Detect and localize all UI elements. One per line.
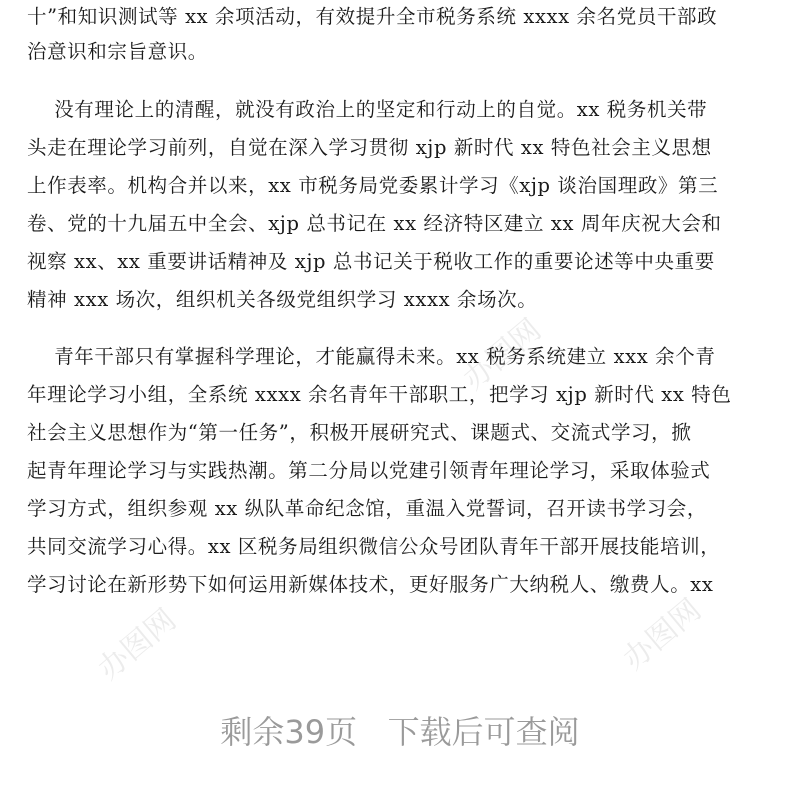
text-line: 精神 xxx 场次，组织机关各级党组织学习 xxxx 余场次。	[27, 288, 538, 311]
text-line: 学习方式，组织参观 xx 纵队革命纪念馆，重温入党誓词，召开读书学习会，	[27, 497, 707, 520]
remaining-pages-notice: 剩余39页 下载后可查阅	[220, 713, 580, 751]
text-line: 十”和知识测试等 xx 余项活动，有效提升全市税务系统 xxxx 余名党员干部政	[27, 5, 718, 28]
text-line: 年理论学习小组，全系统 xxxx 余名青年干部职工，把学习 xjp 新时代 xx 特色	[27, 383, 732, 406]
text-line: 没有理论上的清醒，就没有政治上的坚定和行动上的自觉。xx 税务机关带	[27, 98, 708, 121]
text-line: 上作表率。机构合并以来，xx 市税务局党委累计学习《xjp 谈治国理政》第三	[27, 174, 719, 197]
text-line: 视察 xx、xx 重要讲话精神及 xjp 总书记关于税收工作的重要论述等中央重要	[27, 250, 715, 273]
text-line: 卷、党的十九届五中全会、xjp 总书记在 xx 经济特区建立 xx 周年庆祝大会和	[27, 212, 722, 235]
text-line: 头走在理论学习前列，自觉在深入学习贯彻 xjp 新时代 xx 特色社会主义思想	[27, 136, 712, 159]
text-line: 青年干部只有掌握科学理论，才能赢得未来。xx 税务系统建立 xxx 余个青	[27, 345, 716, 368]
watermark: 办图网	[91, 602, 183, 688]
text-line: 起青年理论学习与实践热潮。第二分局以党建引领青年理论学习，采取体验式	[27, 459, 711, 482]
watermark: 办图网	[616, 592, 708, 678]
text-line: 学习讨论在新形势下如何运用新媒体技术，更好服务广大纳税人、缴费人。xx	[27, 573, 714, 596]
text-line: 治意识和宗旨意识。	[27, 40, 208, 63]
text-line: 共同交流学习心得。xx 区税务局组织微信公众号团队青年干部开展技能培训，	[27, 535, 721, 558]
watermark: 办图网	[456, 312, 548, 398]
text-line: 社会主义思想作为“第一任务”，积极开展研究式、课题式、交流式学习，掀	[27, 421, 692, 444]
